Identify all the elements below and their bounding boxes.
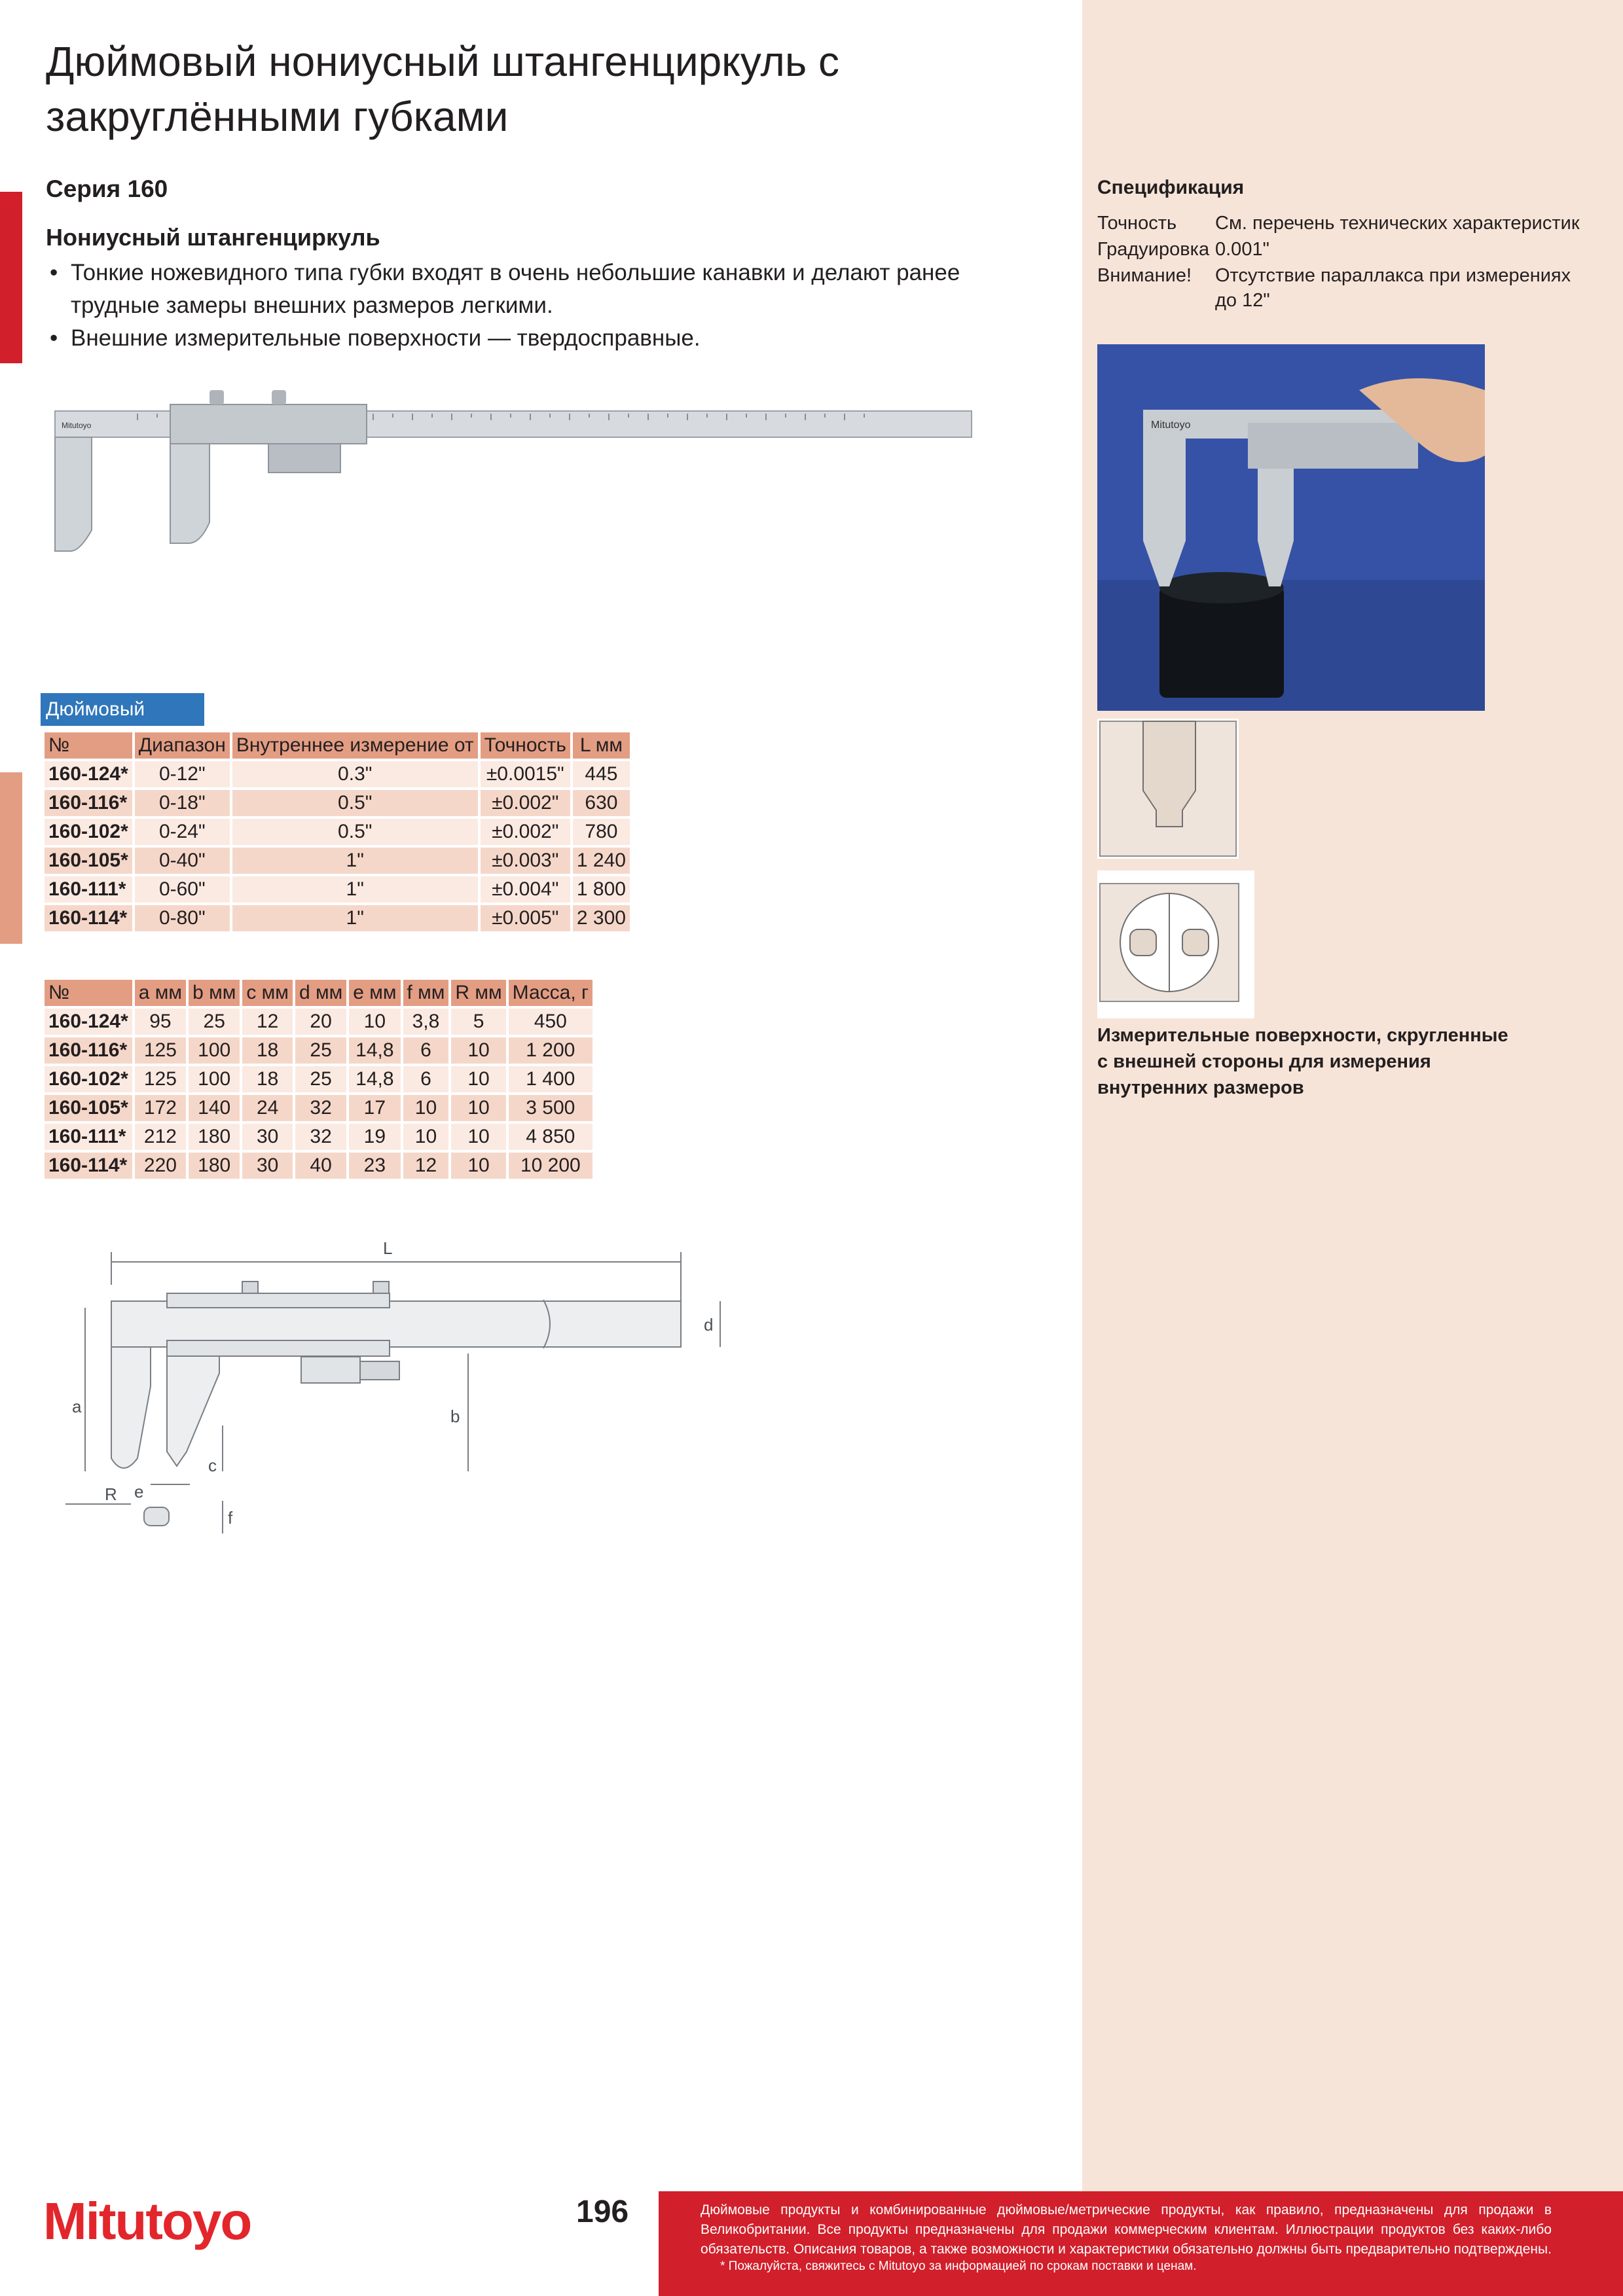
spec-title: Спецификация [1097,177,1245,198]
table-cell: 0.5" [232,790,478,819]
model-number-cell: 160-124* [45,1009,132,1037]
table-cell: 172 [135,1095,186,1124]
column-header: R мм [451,980,505,1009]
table-cell: 4 850 [509,1124,593,1153]
table-cell: 212 [135,1124,186,1153]
column-header: f мм [403,980,449,1009]
drawing-label-c: c [208,1456,217,1475]
spec-value: 0.001" [1215,239,1269,260]
table-cell: 25 [295,1037,346,1066]
table-cell: 2 300 [573,905,630,934]
footer-note: * Пожалуйста, свяжитесь с Mitutoyo за информацией по срокам поставки и ценам. [720,2259,1197,2273]
caliper-usage-photo [1097,344,1485,711]
table-cell: ±0.002" [481,819,570,848]
image-caption: Измерительные поверхности, скругленные с внешней стороны для измерения внутренних размеров [1097,1025,1508,1098]
table-cell: 10 [451,1037,505,1066]
table-cell: 6 [403,1066,449,1095]
spec-key: Точность [1097,213,1177,234]
model-number-cell: 160-114* [45,905,132,934]
spec-value: Отсутствие параллакса при измерениях до 12" [1215,265,1571,311]
column-header: b мм [189,980,240,1009]
table-cell: 23 [349,1153,400,1181]
table-cell: 0-18" [135,790,230,819]
table-cell: 630 [573,790,630,819]
column-header: № [45,980,132,1009]
table-cell: 220 [135,1153,186,1181]
column-header: Масса, г [509,980,593,1009]
table-cell: 180 [189,1153,240,1181]
table-header-row [45,980,593,1009]
table-cell: 10 [349,1009,400,1037]
table-cell: 1" [232,905,478,934]
column-header: a мм [135,980,186,1009]
table-row [45,905,630,934]
page-title: Дюймовый нониусный штангенциркуль с закруглёнными губками [46,38,839,140]
table-cell: 25 [189,1009,240,1037]
footer-disclaimer: Дюймовые продукты и комбинированные дюймовые/метрические продукты, как правило, предназначены для продажи в Великобритании. Все продукты предназначены для продажи коммерческим клиентам. Иллюстрации продуктов без каких-либо обязательств. Описания товаров, а также возможности и характеристики обязательно должны быть предварительно подтверждены. [701,2202,1552,2257]
drawing-label-b: b [450,1407,460,1426]
table-cell: 40 [295,1153,346,1181]
drawing-label-f: f [228,1508,233,1528]
table-cell: 10 [403,1095,449,1124]
caliper-photo [46,380,976,576]
model-number-cell: 160-105* [45,848,132,876]
dimensions-table [42,980,595,1181]
column-header: e мм [349,980,400,1009]
table-cell: 180 [189,1124,240,1153]
table-cell: 1 400 [509,1066,593,1095]
table-cell: 17 [349,1095,400,1124]
table-cell: 10 [451,1066,505,1095]
model-number-cell: 160-102* [45,1066,132,1095]
table-row [45,848,630,876]
series-label: Серия 160 [46,175,168,202]
feature-item: • Тонкие ножевидного типа губки входят в очень небольшие канавки и делают ранее трудные замеры внешних размеров легкими. [46,257,1041,322]
page-number: 196 [576,2195,629,2229]
table-row [45,819,630,848]
table-cell: 450 [509,1009,593,1037]
table-row [45,790,630,819]
table-cell: 3,8 [403,1009,449,1037]
table-row [45,1124,593,1153]
table-cell: 20 [295,1009,346,1037]
table-cell: 32 [295,1095,346,1124]
column-header: № [45,732,132,761]
photo-brand-label: Mitutoyo [62,421,92,430]
table-cell: 3 500 [509,1095,593,1124]
table-cell: 32 [295,1124,346,1153]
model-number-cell: 160-124* [45,761,132,790]
table-cell: 30 [242,1124,293,1153]
model-number-cell: 160-116* [45,1037,132,1066]
table-cell: 14,8 [349,1037,400,1066]
table-cell: 10 [403,1124,449,1153]
model-number-cell: 160-111* [45,1124,132,1153]
table-cell: 10 200 [509,1153,593,1181]
table-row [45,1066,593,1095]
table-cell: 0-40" [135,848,230,876]
table-cell: 140 [189,1095,240,1124]
table-cell: 95 [135,1009,186,1037]
table-cell: ±0.003" [481,848,570,876]
table-cell: 125 [135,1037,186,1066]
table-cell: 24 [242,1095,293,1124]
table-cell: 100 [189,1066,240,1095]
spec-key: Внимание! [1097,265,1192,286]
table-cell: ±0.002" [481,790,570,819]
table-cell: 1" [232,876,478,905]
table-row [45,1153,593,1181]
column-header: d мм [295,980,346,1009]
table-cell: 780 [573,819,630,848]
table-cell: 1 800 [573,876,630,905]
table-cell: 0.3" [232,761,478,790]
table-cell: 18 [242,1037,293,1066]
table-cell: 125 [135,1066,186,1095]
column-header: L мм [573,732,630,761]
section-marker-salmon [0,772,22,944]
table-cell: 14,8 [349,1066,400,1095]
table-row [45,876,630,905]
jaw-section-diagram [1097,870,1254,1018]
specs-table [42,732,632,934]
table-cell: ±0.0015" [481,761,570,790]
drawing-label-L: L [383,1238,393,1258]
table-cell: 19 [349,1124,400,1153]
table-row [45,761,630,790]
table-cell: 1 200 [509,1037,593,1066]
table-cell: 0-24" [135,819,230,848]
table-header-row [45,732,630,761]
table-row [45,1009,593,1037]
model-number-cell: 160-111* [45,876,132,905]
column-header: Диапазон [135,732,230,761]
feature-list [46,257,1041,355]
table-cell: 5 [451,1009,505,1037]
model-number-cell: 160-105* [45,1095,132,1124]
table-cell: 18 [242,1066,293,1095]
table-cell: ±0.005" [481,905,570,934]
table-cell: ±0.004" [481,876,570,905]
table-cell: 0-60" [135,876,230,905]
feature-item: • Внешние измерительные поверхности — твердосправные. [46,322,1041,355]
column-header: c мм [242,980,293,1009]
section-marker-red [0,192,22,363]
table-row [45,1095,593,1124]
table-cell: 1" [232,848,478,876]
table-cell: 10 [451,1095,505,1124]
table-cell: 30 [242,1153,293,1181]
table-cell: 10 [451,1153,505,1181]
model-number-cell: 160-114* [45,1153,132,1181]
table-cell: 6 [403,1037,449,1066]
table-cell: 12 [403,1153,449,1181]
table-cell: 100 [189,1037,240,1066]
jaw-detail-diagram [1097,719,1239,859]
product-subtitle: Нониусный штангенциркуль [46,224,380,251]
model-number-cell: 160-102* [45,819,132,848]
table-cell: 12 [242,1009,293,1037]
table-cell: 1 240 [573,848,630,876]
photo-brand-label: Mitutoyo [1151,420,1191,431]
table-cell: 25 [295,1066,346,1095]
column-header: Точность [481,732,570,761]
table-cell: 0-80" [135,905,230,934]
table-cell: 445 [573,761,630,790]
model-number-cell: 160-116* [45,790,132,819]
drawing-label-a: a [72,1397,82,1416]
drawing-label-R: R [105,1484,117,1504]
drawing-label-d: d [704,1315,714,1335]
table-row [45,1037,593,1066]
brand-logo: Mitutoyo [43,2192,251,2250]
inch-tag: Дюймовый [41,693,204,726]
spec-key: Градуировка [1097,239,1210,260]
table-cell: 0-12" [135,761,230,790]
drawing-label-e: e [134,1482,144,1501]
caliper-technical-drawing [46,1223,740,1641]
table-cell: 10 [451,1124,505,1153]
column-header: Внутреннее измерение от [232,732,478,761]
table-cell: 0.5" [232,819,478,848]
spec-value: См. перечень технических характеристик [1215,213,1580,234]
